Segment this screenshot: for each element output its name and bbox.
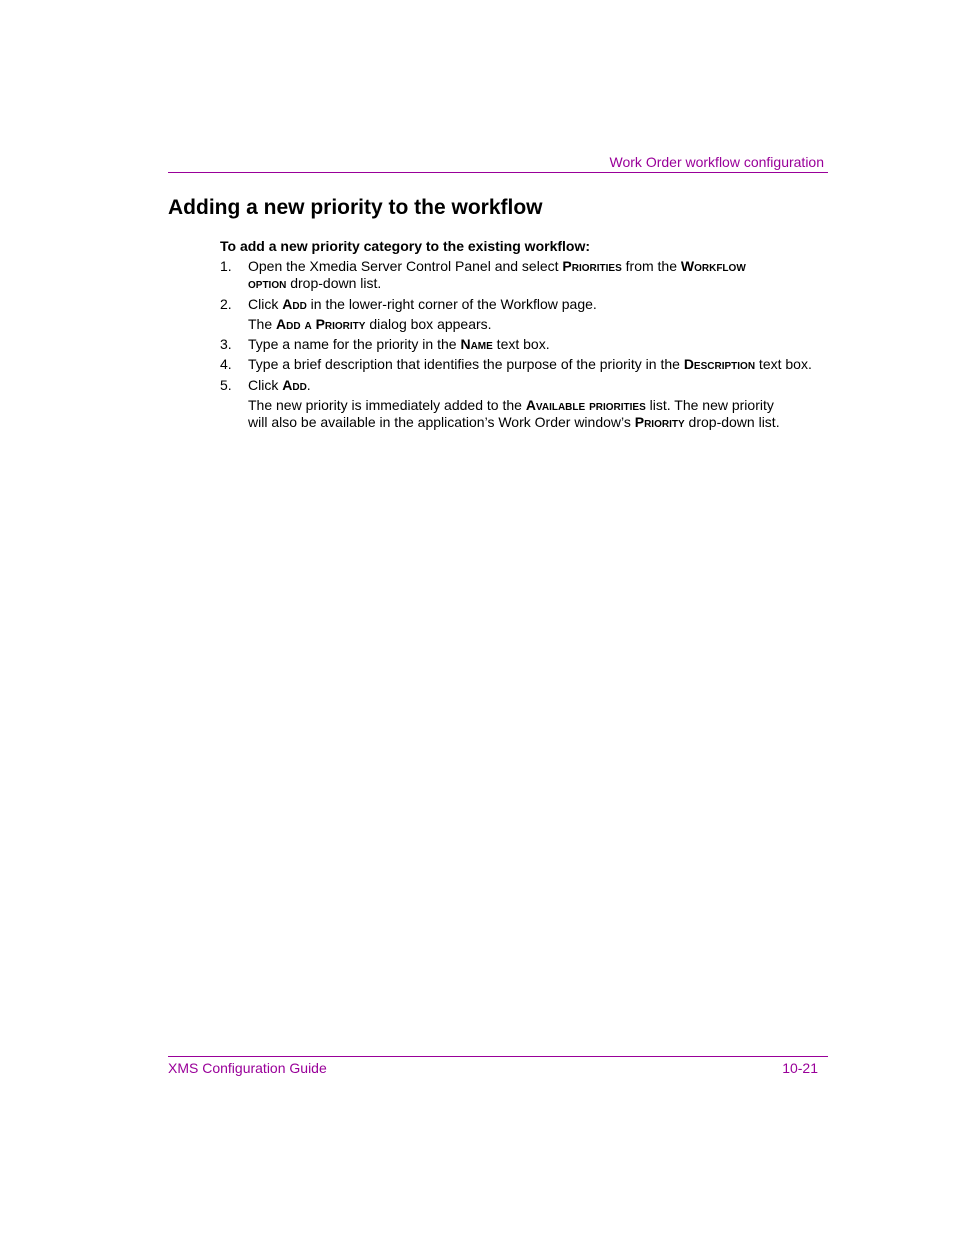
footer-guide-title: XMS Configuration Guide [168, 1060, 327, 1076]
ui-term: option [248, 275, 287, 291]
ui-term: Workflow [680, 258, 746, 274]
header-rule [168, 172, 828, 173]
step-number: 3. [220, 336, 232, 352]
step-number: 5. [220, 377, 232, 393]
step-result-continued: will also be available in the application’s Work Order window’s Priority drop-down list. [248, 414, 780, 430]
step-text: Click Add. [248, 377, 311, 393]
step-text-continued: option drop-down list. [248, 275, 382, 291]
step-text: Type a brief description that identifies the purpose of the priority in the Description text box. [248, 356, 812, 372]
ui-term: Priority [634, 414, 685, 430]
running-header: Work Order workflow configuration [609, 154, 824, 170]
step-number: 1. [220, 258, 232, 274]
ui-term: Add [282, 377, 307, 393]
step-number: 2. [220, 296, 232, 312]
procedure-heading: To add a new priority category to the existing workflow: [220, 238, 591, 254]
step-result: The new priority is immediately added to the Available priorities list. The new priority [248, 397, 774, 413]
ui-term: Available priorities [525, 397, 646, 413]
page-number: 10-21 [782, 1060, 818, 1076]
ui-term: Priorities [562, 258, 622, 274]
step-text: Click Add in the lower-right corner of the Workflow page. [248, 296, 597, 312]
footer-rule [168, 1056, 828, 1057]
step-result: The Add a Priority dialog box appears. [248, 316, 492, 332]
ui-term: Add a Priority [276, 316, 366, 332]
section-title: Adding a new priority to the workflow [168, 196, 543, 219]
ui-term: Add [282, 296, 307, 312]
ui-term: Description [683, 356, 756, 372]
ui-term: Name [460, 336, 493, 352]
step-text: Type a name for the priority in the Name text box. [248, 336, 550, 352]
step-text: Open the Xmedia Server Control Panel and select Priorities from the Workflow [248, 258, 746, 274]
step-number: 4. [220, 356, 232, 372]
